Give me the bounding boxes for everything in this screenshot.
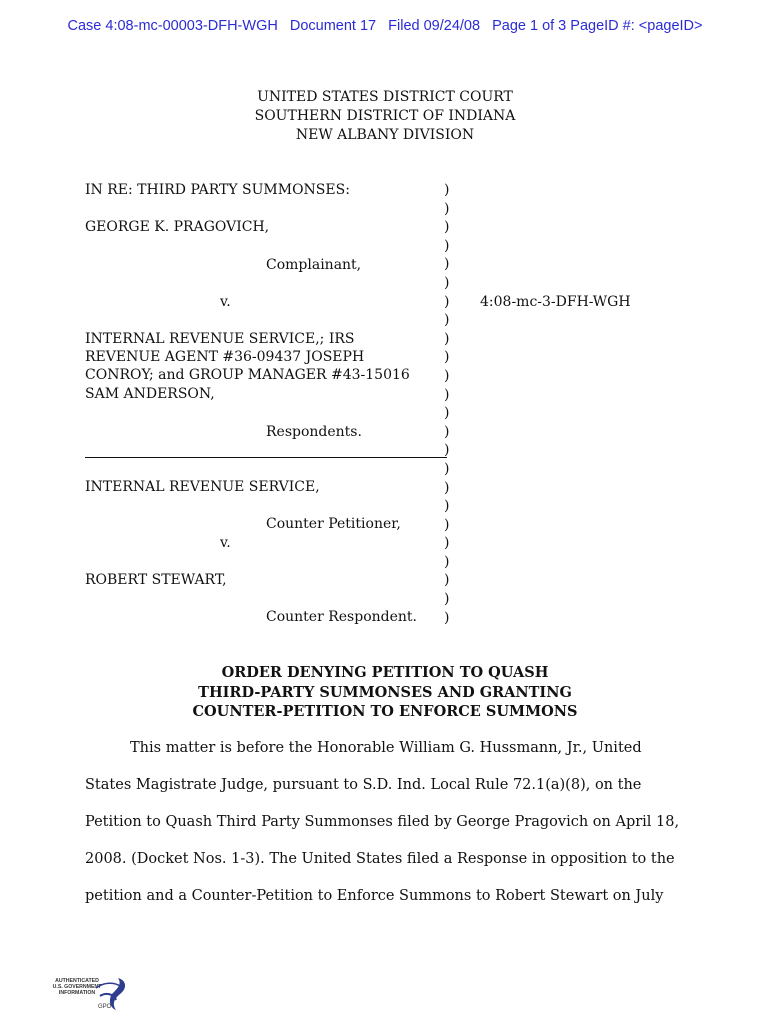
paren: ) — [444, 498, 450, 515]
body-line-1: This matter is before the Honorable William G. Hussmann, Jr., United — [130, 740, 642, 756]
paren: ) — [444, 182, 450, 198]
order-title — [0, 663, 770, 722]
paren: ) — [444, 367, 450, 384]
paren: ) — [444, 460, 450, 477]
in-re-line: IN RE: THIRD PARTY SUMMONSES: — [85, 182, 350, 198]
complainant-role: Complainant, — [266, 257, 362, 273]
counter-petitioner-role: Counter Petitioner, — [266, 516, 401, 532]
paren: ) — [444, 572, 450, 589]
respondents-role: Respondents. — [266, 424, 362, 440]
paren: ) — [444, 535, 450, 552]
order-title-line-3: COUNTER-PETITION TO ENFORCE SUMMONS — [192, 703, 578, 720]
ecf-header — [0, 18, 770, 34]
document-number: Document 17 — [289, 18, 377, 34]
paren: ) — [444, 256, 450, 273]
court-name: UNITED STATES DISTRICT COURT — [257, 89, 513, 105]
order-title-line-1: ORDER DENYING PETITION TO QUASH — [221, 664, 549, 681]
respondent-line-4: SAM ANDERSON, — [85, 386, 215, 402]
paren: ) — [444, 330, 450, 347]
paren: ) — [444, 312, 450, 329]
paren: ) — [444, 553, 450, 570]
paren: ) — [444, 200, 450, 217]
respondent-line-3: CONROY; and GROUP MANAGER #43-15016 — [85, 367, 410, 383]
body-line-2: States Magistrate Judge, pursuant to S.D. Ind. Local Rule 72.1(a)(8), on the — [85, 777, 642, 793]
complainant-name: GEORGE K. PRAGOVICH, — [85, 219, 270, 235]
paren: ) — [444, 479, 450, 496]
gpo-mark: GPO — [98, 1004, 112, 1010]
body-line-5: petition and a Counter-Petition to Enforce Summons to Robert Stewart on July — [85, 888, 664, 904]
paren: ) — [444, 591, 450, 608]
paren: ) — [444, 349, 450, 366]
body-line-4: 2008. (Docket Nos. 1-3). The United States filed a Response in opposition to the — [85, 851, 675, 867]
paren: ) — [444, 405, 450, 422]
paren: ) — [444, 293, 450, 310]
versus-1: v. — [220, 294, 231, 310]
gpo-authentication-seal — [44, 974, 130, 1018]
counter-petitioner-name: INTERNAL REVENUE SERVICE, — [85, 479, 320, 495]
order-title-line-2: THIRD-PARTY SUMMONSES AND GRANTING — [198, 683, 572, 701]
caption-parentheses — [444, 181, 449, 627]
seal-text: AUTHENTICATED U.S. GOVERNMENT INFORMATION — [52, 978, 102, 996]
court-district: SOUTHERN DISTRICT OF INDIANA — [254, 108, 516, 124]
paren: ) — [444, 609, 450, 626]
paren: ) — [444, 274, 450, 291]
respondent-line-2: REVENUE AGENT #36-09437 JOSEPH — [85, 349, 365, 365]
paren: ) — [444, 423, 450, 440]
body-line-3: Petition to Quash Third Party Summonses filed by George Pragovich on April 18, — [85, 814, 680, 830]
counter-respondent-name: ROBERT STEWART, — [85, 572, 227, 588]
paren: ) — [444, 219, 450, 236]
case-number-header: Case 4:08-mc-00003-DFH-WGH — [67, 18, 278, 34]
caption-divider — [85, 457, 447, 458]
paren: ) — [444, 386, 450, 403]
court-division: NEW ALBANY DIVISION — [295, 127, 475, 143]
paren: ) — [444, 442, 450, 459]
counter-respondent-role: Counter Respondent. — [266, 609, 417, 625]
respondent-line-1: INTERNAL REVENUE SERVICE,; IRS — [85, 331, 355, 347]
case-number: 4:08-mc-3-DFH-WGH — [480, 294, 631, 310]
paren: ) — [444, 516, 450, 533]
page-info: Page 1 of 3 PageID #: <pageID> — [492, 18, 703, 34]
eagle-icon — [90, 974, 130, 1018]
versus-2: v. — [220, 535, 231, 551]
paren: ) — [444, 237, 450, 254]
court-heading — [0, 88, 770, 145]
filed-date: Filed 09/24/08 — [388, 18, 481, 34]
